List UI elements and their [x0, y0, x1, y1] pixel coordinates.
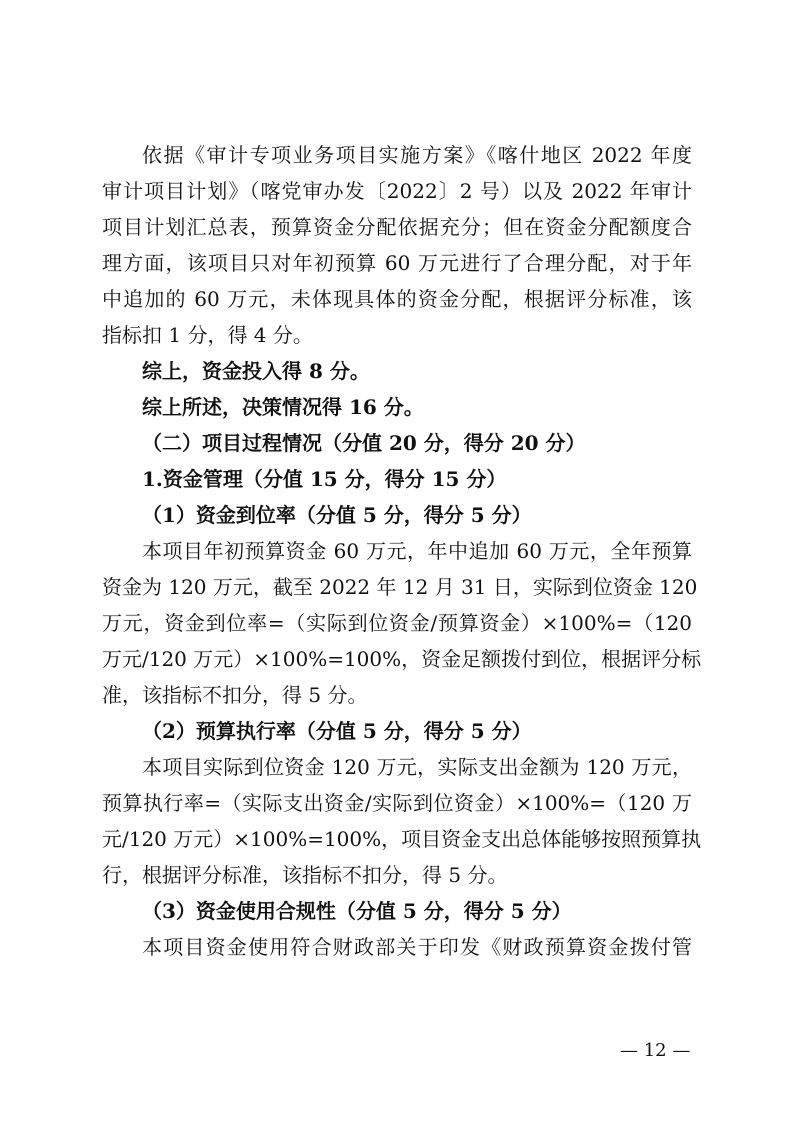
item-heading-compliance: （3）资金使用合规性（分值 5 分，得分 5 分） — [142, 899, 572, 923]
text-line: 指标扣 1 分，得 4 分。 — [102, 323, 313, 347]
paragraph-execution-rate — [102, 749, 702, 893]
item-heading-arrival-rate: （1）资金到位率（分值 5 分，得分 5 分） — [142, 503, 532, 527]
text-line: 中追加的 60 万元，未体现具体的资金分配，根据评分标准，该 — [102, 287, 692, 311]
summary-decision: 综上所述，决策情况得 16 分。 — [142, 395, 424, 419]
text-line: 本项目实际到位资金 120 万元，实际支出金额为 120 万元， — [142, 755, 692, 779]
text-line: 资金为 120 万元，截至 2022 年 12 月 31 日，实际到位资金 120 — [102, 575, 698, 599]
text-line: 本项目年初预算资金 60 万元，年中追加 60 万元，全年预算 — [142, 539, 692, 563]
paragraph-arrival-rate — [102, 533, 702, 713]
text-line: 元/120 万元）×100%=100%，项目资金支出总体能够按照预算执 — [102, 827, 702, 851]
text-line: 准，该指标不扣分，得 5 分。 — [102, 683, 368, 707]
paragraph-compliance — [102, 929, 692, 965]
text-line: 万元/120 万元）×100%=100%，资金足额拨付到位，根据评分标 — [102, 647, 702, 671]
page-number: — 12 — — [620, 1040, 691, 1061]
subsection-heading-fund-management: 1.资金管理（分值 15 分，得分 15 分） — [142, 467, 507, 491]
item-heading-execution-rate: （2）预算执行率（分值 5 分，得分 5 分） — [142, 719, 532, 743]
text-line: 依据《审计专项业务项目实施方案》《喀什地区 2022 年度 — [142, 143, 692, 167]
text-line: 理方面，该项目只对年初预算 60 万元进行了合理分配，对于年 — [102, 251, 692, 275]
text-line: 行，根据评分标准，该指标不扣分，得 5 分。 — [102, 863, 508, 887]
text-line: 项目计划汇总表，预算资金分配依据充分；但在资金分配额度合 — [102, 215, 692, 239]
text-line: 预算执行率=（实际支出资金/实际到位资金）×100%=（120 万 — [102, 791, 692, 815]
summary-funding-input: 综上，资金投入得 8 分。 — [142, 359, 370, 383]
text-line: 本项目资金使用符合财政部关于印发《财政预算资金拨付管 — [142, 935, 692, 959]
paragraph-budget-allocation — [102, 137, 692, 353]
text-line: 审计项目计划》（喀党审办发〔2022〕2 号）以及 2022 年审计 — [102, 179, 692, 203]
document-body — [102, 137, 702, 965]
section-heading-process: （二）项目过程情况（分值 20 分，得分 20 分） — [142, 431, 586, 455]
text-line: 万元，资金到位率=（实际到位资金/预算资金）×100%=（120 — [102, 611, 692, 635]
